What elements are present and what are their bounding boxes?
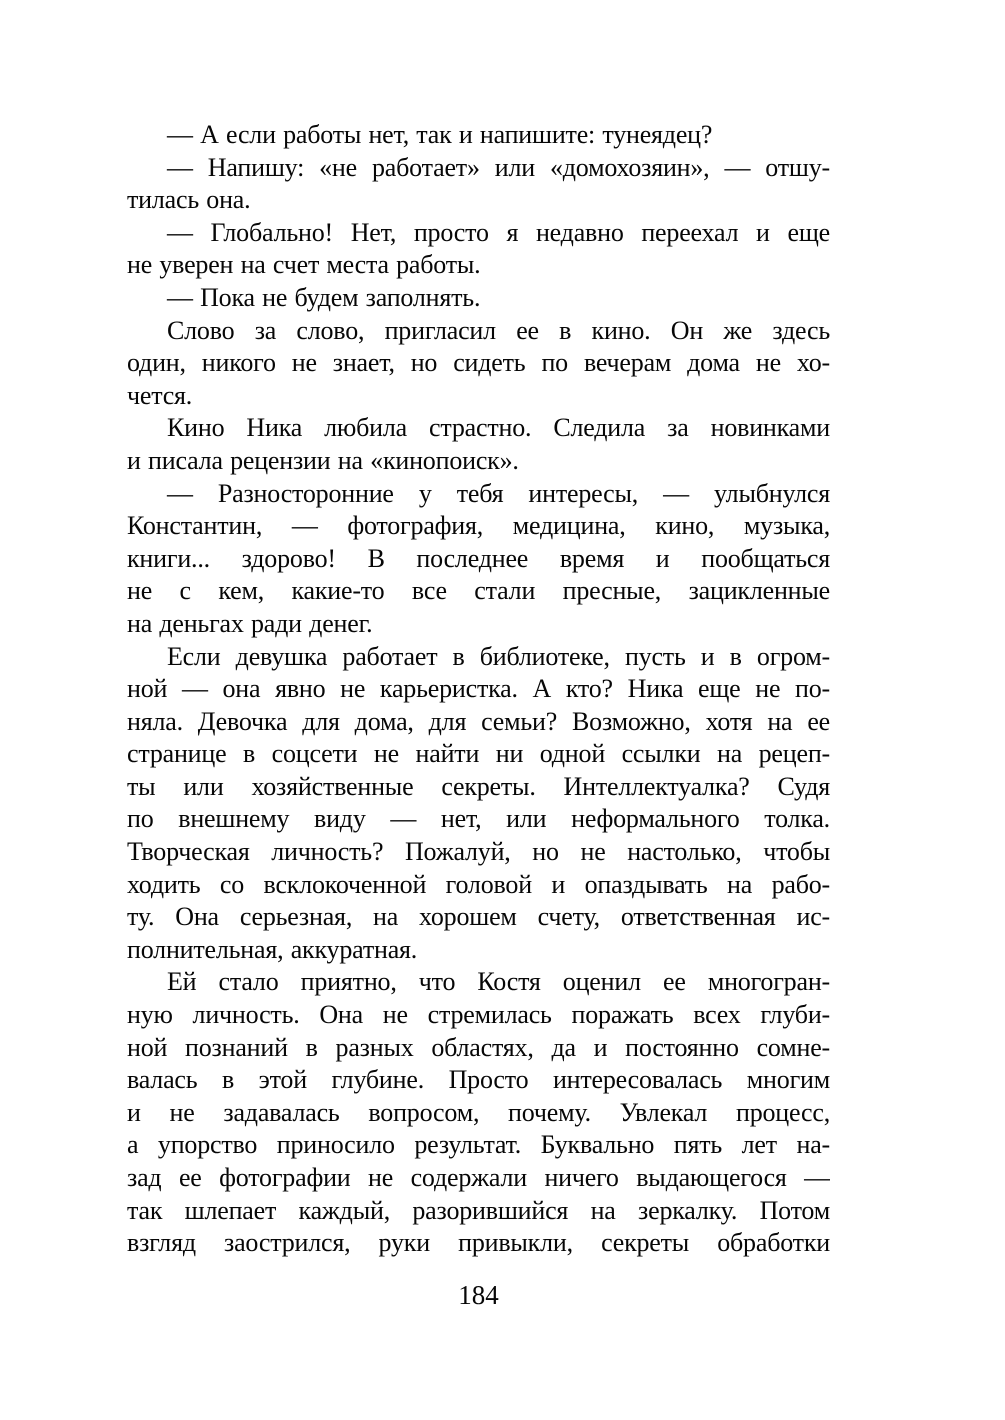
text-line: Творческая личность? Пожалуй, но не настолько, чтобы: [127, 837, 830, 867]
text-line: ной познаний в разных областях, да и постоянно сомне-: [127, 1032, 830, 1062]
paragraph: [127, 966, 830, 1259]
text-line: странице в соцсети не найти ни одной ссылки на рецеп-: [127, 739, 830, 769]
text-line: — Напишу: «не работает» или «домохозяин», — отшу-: [167, 152, 830, 182]
text-line: тилась она.: [127, 185, 251, 215]
text-line: ной — она явно не карьеристка. А кто? Ника еще не по-: [127, 674, 830, 704]
text-line: няла. Девочка для дома, для семьи? Возможно, хотя на ее: [127, 706, 830, 736]
paragraph: [127, 478, 830, 641]
paragraph: [127, 315, 830, 413]
text-line: ную личность. Она не стремилась поражать всех глуби-: [127, 1000, 830, 1030]
page-number: 184: [458, 1280, 499, 1310]
text-line: на деньгах ради денег.: [127, 608, 373, 638]
text-line: — Разносторонние у тебя интересы, — улыбнулся: [167, 478, 830, 508]
text-line: полнительная, аккуратная.: [127, 934, 418, 964]
text-line: взгляд заострился, руки привыкли, секреты обработки: [127, 1228, 830, 1258]
text-line: ты или хозяйственные секреты. Интеллектуалка? Судя: [127, 771, 830, 801]
paragraph: [127, 217, 830, 282]
text-line: — А если работы нет, так и напишите: тунеядец?: [167, 120, 713, 149]
text-line: зад ее фотографии не содержали ничего выдающегося —: [127, 1163, 830, 1192]
text-line: и писала рецензии на «кинопоиск».: [127, 445, 519, 475]
text-line: — Глобально! Нет, просто я недавно переехал и еще: [167, 217, 830, 247]
paragraph: [127, 641, 830, 967]
paragraph: [127, 282, 830, 315]
text-line: валась в этой глубине. Просто интересовалась многим: [127, 1065, 830, 1095]
text-line: — Пока не будем заполнять.: [167, 282, 481, 312]
text-line: ходить со всклокоченной головой и опаздывать на рабо-: [127, 869, 830, 899]
text-line: так шлепает каждый, разорившийся на зеркалку. Потом: [127, 1195, 830, 1225]
text-line: не с кем, какие-то все стали пресные, зацикленные: [127, 576, 830, 606]
paragraph: [127, 152, 830, 217]
text-block: [127, 119, 830, 1260]
paragraph: [127, 412, 830, 477]
text-line: Если девушка работает в библиотеке, пусть и в огром-: [167, 641, 830, 671]
text-line: Слово за слово, пригласил ее в кино. Он же здесь: [167, 315, 830, 345]
text-line: не уверен на счет места работы.: [127, 250, 481, 280]
text-line: а упорство приносило результат. Буквально пять лет на-: [127, 1130, 830, 1160]
text-line: чется.: [127, 380, 193, 410]
text-line: Константин, — фотография, медицина, кино, музыка,: [127, 511, 830, 541]
text-line: Кино Ника любила страстно. Следила за новинками: [167, 413, 830, 443]
text-line: и не задавалась вопросом, почему. Увлекал процесс,: [127, 1097, 830, 1127]
text-line: ту. Она серьезная, на хорошем счету, ответственная ис-: [127, 902, 830, 932]
paragraph: [127, 119, 830, 152]
text-line: книги... здорово! В последнее время и пообщаться: [127, 543, 830, 573]
text-line: один, никого не знает, но сидеть по вечерам дома не хо-: [127, 348, 830, 378]
text-line: по внешнему виду — нет, или неформального толка.: [127, 804, 830, 834]
text-line: Ей стало приятно, что Костя оценил ее многогран-: [167, 967, 830, 997]
